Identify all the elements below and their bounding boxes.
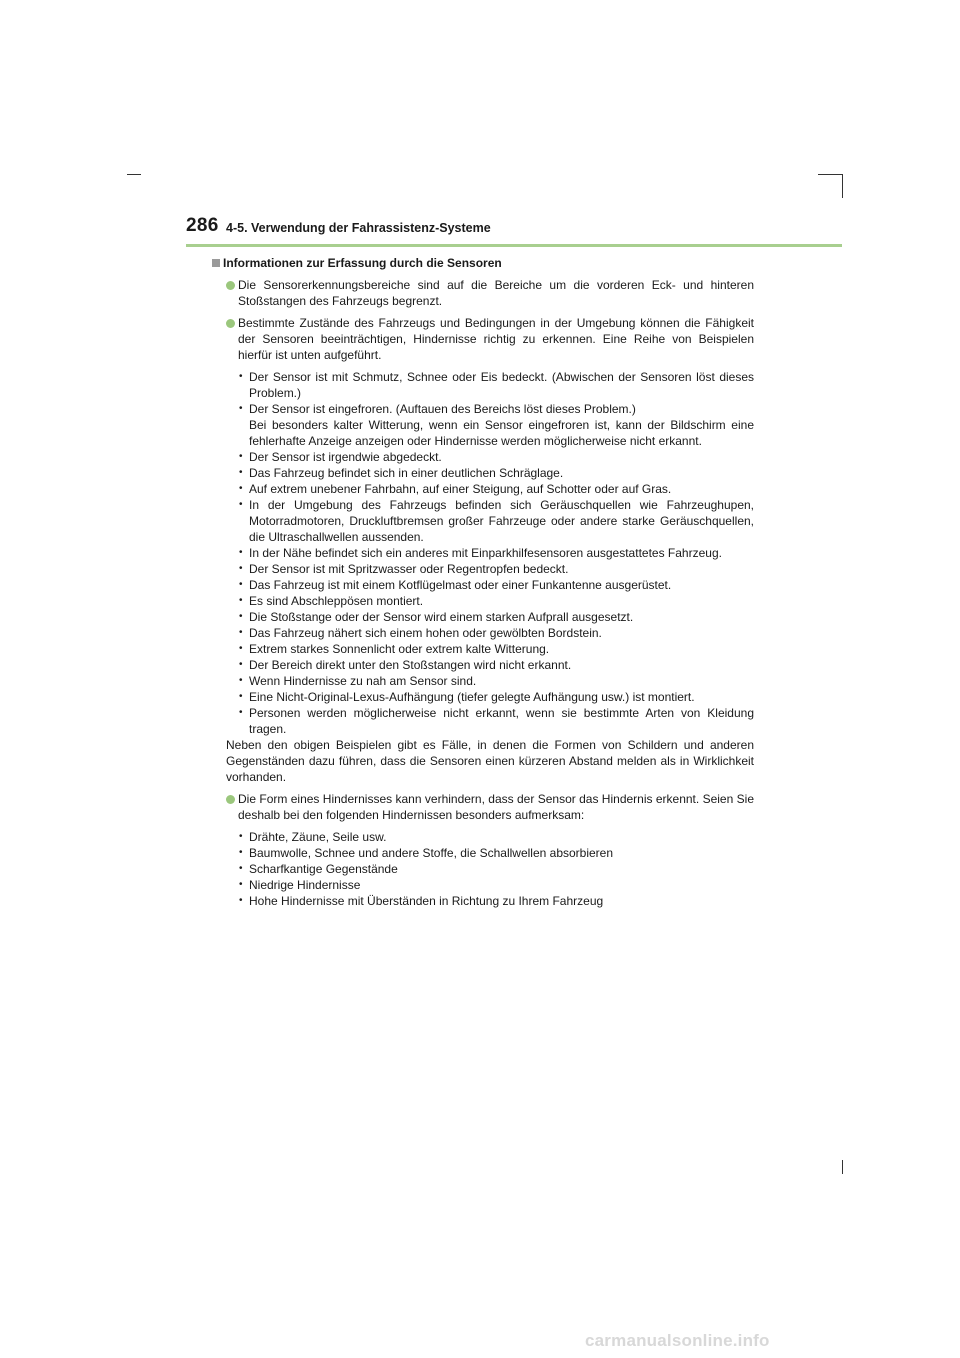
list-item: • Extrem starkes Sonnenlicht oder extrem kalte Witterung. — [238, 641, 754, 657]
list-item: • Der Sensor ist mit Schmutz, Schnee oder Eis bedeckt. (Abwischen der Sensoren löst dieses Problem.) — [238, 369, 754, 401]
crop-mark-top-left — [127, 174, 141, 175]
list-item-subtext: Bei besonders kalter Witterung, wenn ein Sensor eingefroren ist, kann der Bildschirm eine fehlerhafte Anzeige anzeigen oder Hindernisse werden möglicherweise nicht erkannt. — [249, 418, 754, 448]
square-bullet-icon — [212, 259, 220, 267]
conditions-list — [238, 369, 754, 737]
list-item: • Das Fahrzeug ist mit einem Kotflügelmast oder einer Funkantenne ausgerüstet. — [238, 577, 754, 593]
list-item: • Die Stoßstange oder der Sensor wird einem starken Aufprall ausgesetzt. — [238, 609, 754, 625]
list-item: • Auf extrem unebener Fahrbahn, auf einer Steigung, auf Schotter oder auf Gras. — [238, 481, 754, 497]
list-item: • Der Sensor ist irgendwie abgedeckt. — [238, 449, 754, 465]
list-item: • Der Sensor ist mit Spritzwasser oder Regentropfen bedeckt. — [238, 561, 754, 577]
paragraph-text: Die Form eines Hindernisses kann verhindern, dass der Sensor das Hindernis erkennt. Seien Sie deshalb bei den folgenden Hindernissen besonders aufmerksam: — [238, 792, 754, 822]
list-item: • Scharfkantige Gegenstände — [238, 861, 754, 877]
list-item: • Der Bereich direkt unter den Stoßstangen wird nicht erkannt. — [238, 657, 754, 673]
circle-bullet-icon — [226, 319, 235, 328]
list-item: • Niedrige Hindernisse — [238, 877, 754, 893]
paragraph-detection-range — [226, 277, 754, 309]
paragraph-conditions — [226, 315, 754, 363]
list-item — [238, 401, 754, 449]
crop-mark-top-right-v — [842, 174, 843, 198]
section-heading-text: Informationen zur Erfassung durch die Sensoren — [223, 256, 502, 270]
page-content — [223, 255, 754, 915]
list-item: • Eine Nicht-Original-Lexus-Aufhängung (tiefer gelegte Aufhängung usw.) ist montiert. — [238, 689, 754, 705]
obstacles-list — [238, 829, 754, 909]
paragraph-obstacle-shape — [226, 791, 754, 823]
list-item: • Drähte, Zäune, Seile usw. — [238, 829, 754, 845]
list-item: • In der Nähe befindet sich ein anderes mit Einparkhilfesensoren ausgestattetes Fahrzeug. — [238, 545, 754, 561]
crop-mark-bottom-right — [842, 1160, 843, 1174]
paragraph-shape-note: Neben den obigen Beispielen gibt es Fälle, in denen die Formen von Schildern und anderen Gegenständen dazu führen, dass die Sensoren einen kürzeren Abstand melden als in Wirklichkeit vorhanden. — [226, 738, 754, 784]
page-number: 286 — [186, 215, 219, 236]
list-item: • Das Fahrzeug befindet sich in einer deutlichen Schräglage. — [238, 465, 754, 481]
list-item-text: Der Sensor ist eingefroren. (Auftauen des Bereichs löst dieses Problem.) — [249, 402, 636, 416]
list-item: • Baumwolle, Schnee und andere Stoffe, die Schallwellen absorbieren — [238, 845, 754, 861]
circle-bullet-icon — [226, 795, 235, 804]
watermark-logo: carmanualsonline.info — [585, 1331, 770, 1350]
list-item: • Wenn Hindernisse zu nah am Sensor sind. — [238, 673, 754, 689]
crop-mark-top-right-h — [818, 174, 842, 175]
section-heading — [223, 255, 754, 271]
list-item: • Personen werden möglicherweise nicht erkannt, wenn sie bestimmte Arten von Kleidung tragen. — [238, 705, 754, 737]
list-item: • Es sind Abschleppösen montiert. — [238, 593, 754, 609]
list-item: • Hohe Hindernisse mit Überständen in Richtung zu Ihrem Fahrzeug — [238, 893, 754, 909]
page-header — [186, 215, 842, 247]
section-title: 4-5. Verwendung der Fahrassistenz-Systeme — [226, 221, 491, 235]
list-item: • Das Fahrzeug nähert sich einem hohen oder gewölbten Bordstein. — [238, 625, 754, 641]
list-item: • In der Umgebung des Fahrzeugs befinden sich Geräuschquellen wie Fahrzeughupen, Motorradmotoren, Druckluftbremsen großer Fahrzeuge oder andere starke Geräuschquellen, die Ultraschallwellen aussenden. — [238, 497, 754, 545]
header-rule — [186, 244, 842, 247]
paragraph-text: Bestimmte Zustände des Fahrzeugs und Bedingungen in der Umgebung können die Fähigkeit der Sensoren beeinträchtigen, Hindernisse richtig zu erkennen. Eine Reihe von Beispielen hierfür ist unten aufgeführt. — [238, 316, 754, 362]
circle-bullet-icon — [226, 281, 235, 290]
paragraph-text: Die Sensorerkennungsbereiche sind auf die Bereiche um die vorderen Eck- und hinteren Stoßstangen des Fahrzeugs begrenzt. — [238, 278, 754, 308]
